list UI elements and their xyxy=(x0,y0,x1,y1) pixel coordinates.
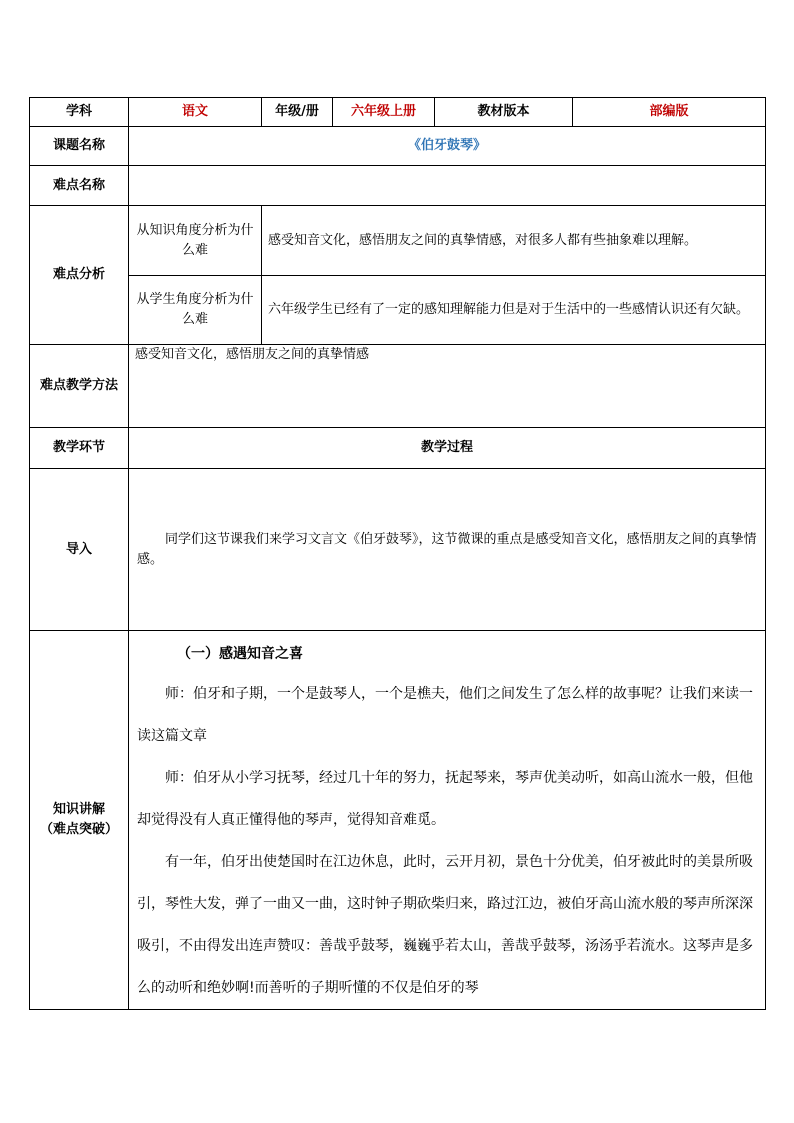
edition-value: 部编版 xyxy=(573,98,766,127)
process-header: 教学过程 xyxy=(129,428,766,469)
paragraph-2: 师：伯牙从小学习抚琴，经过几十年的努力，抚起琴来，琴声优美动听，如高山流水一般，但他却觉得没有人真正懂得他的琴声，觉得知音难觅。 xyxy=(137,770,753,828)
lesson-label: 课题名称 xyxy=(30,127,129,166)
section-heading: （一）感遇知音之喜 xyxy=(177,646,303,662)
lesson-title: 《伯牙鼓琴》 xyxy=(129,127,766,166)
paragraph-1: 师：伯牙和子期，一个是鼓琴人，一个是樵夫，他们之间发生了怎么样的故事呢？让我们来读一读这篇文章 xyxy=(137,686,753,744)
subject-label: 学科 xyxy=(30,98,129,127)
method-label: 难点教学方法 xyxy=(30,345,129,428)
knowledge-angle-label: 从知识角度分析为什么难 xyxy=(129,206,262,276)
intro-text: 同学们这节课我们来学习文言文《伯牙鼓琴》，这节微课的重点是感受知音文化，感悟朋友之间的真挚情感。 xyxy=(129,469,766,631)
difficulty-label: 难点名称 xyxy=(30,166,129,206)
analysis-knowledge-row xyxy=(30,206,766,276)
student-angle-text: 六年级学生已经有了一定的感知理解能力但是对于生活中的一些感情认识还有欠缺。 xyxy=(262,276,766,345)
analysis-label: 难点分析 xyxy=(30,206,129,345)
method-row xyxy=(30,345,766,428)
analysis-student-row xyxy=(30,276,766,345)
lecture-content xyxy=(129,631,766,1010)
difficulty-row xyxy=(30,166,766,206)
lesson-plan-table xyxy=(29,97,766,1010)
edition-label: 教材版本 xyxy=(435,98,573,127)
intro-label: 导入 xyxy=(30,469,129,631)
difficulty-value xyxy=(129,166,766,206)
paragraph-3: 有一年，伯牙出使楚国时在江边休息，此时，云开月初，景色十分优美，伯牙被此时的美景所吸引，琴性大发，弹了一曲又一曲，这时钟子期砍柴归来，路过江边，被伯牙高山流水般的琴声所深深吸引，不由得发出连声赞叹：善哉乎鼓琴，巍巍乎若太山，善哉乎鼓琴，汤汤乎若流水。这琴声是多么的动听和绝妙啊!而善听的子期听懂的不仅是伯牙的琴 xyxy=(137,854,753,996)
lesson-row xyxy=(30,127,766,166)
lecture-label-main: 知识讲解 xyxy=(52,802,105,817)
student-angle-label: 从学生角度分析为什么难 xyxy=(129,276,262,345)
process-header-row xyxy=(30,428,766,469)
lecture-label-sub: （难点突破） xyxy=(39,822,118,837)
lecture-label xyxy=(30,631,129,1010)
method-text: 感受知音文化，感悟朋友之间的真挚情感 xyxy=(129,345,766,428)
stage-header: 教学环节 xyxy=(30,428,129,469)
lecture-row xyxy=(30,631,766,1010)
subject-value: 语文 xyxy=(129,98,262,127)
header-row xyxy=(30,98,766,127)
knowledge-angle-text: 感受知音文化，感悟朋友之间的真挚情感，对很多人都有些抽象难以理解。 xyxy=(262,206,766,276)
grade-label: 年级/册 xyxy=(262,98,333,127)
intro-row xyxy=(30,469,766,631)
grade-value: 六年级上册 xyxy=(333,98,435,127)
